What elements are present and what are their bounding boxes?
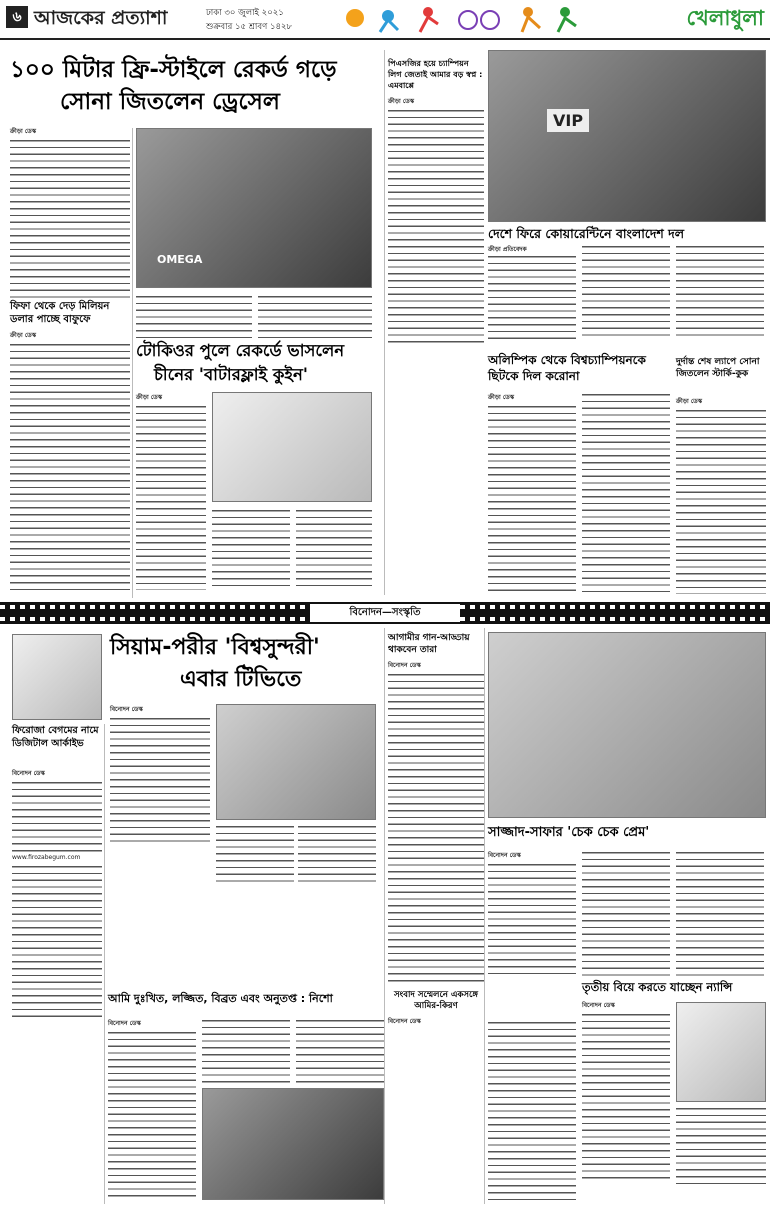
firoza-body-b xyxy=(12,864,102,1020)
press-headline: সংবাদ সম্মেলনে একসঙ্গে আমির-কিরণ xyxy=(393,990,479,1011)
section-title: খেলাধুলা xyxy=(686,6,764,30)
nisho-photo xyxy=(202,1088,384,1200)
covid-body-col1 xyxy=(488,404,576,592)
nisho-headline: আমি দুঃখিত, লজ্জিত, বিব্রত এবং অনুতপ্ত : নিশো xyxy=(108,992,333,1005)
lead-body-col1 xyxy=(10,138,130,300)
sajjad-body-col3 xyxy=(676,850,764,976)
nancy-photo xyxy=(676,1002,766,1102)
press-story xyxy=(388,990,484,1090)
vip-sign: VIP xyxy=(547,109,589,132)
team-return-body-col3 xyxy=(676,244,764,340)
butterfly-photo xyxy=(212,392,372,502)
lead-photo-logo: OMEGA xyxy=(157,253,203,266)
sajjad-photo xyxy=(488,632,766,818)
press-byline: বিনোদন ডেস্ক xyxy=(388,1018,421,1025)
starky-body xyxy=(676,408,766,594)
lead-byline: ক্রীড়া ডেস্ক xyxy=(10,128,37,135)
starky-headline: দুর্দান্ত শেষ ল্যাপে সোনা জিতলেন স্টার্কি-কুক xyxy=(676,357,760,379)
sports-icons-strip xyxy=(340,2,600,34)
sajjad-byline: বিনোদন ডেস্ক xyxy=(488,852,521,859)
nisho-body-col3 xyxy=(296,1018,384,1084)
fifa-headline: ফিফা থেকে দেড় মিলিয়ন ডলার পাচ্ছে বাফুফে xyxy=(10,301,110,325)
lead-headline-2: সোনা জিতলেন ড্রেসেল xyxy=(60,89,280,115)
starky-story xyxy=(676,356,766,596)
nisho-body-col2 xyxy=(202,1018,290,1084)
nisho-story xyxy=(108,990,384,1206)
firoza-headline: ফিরোজা বেগমের নামে ডিজিটাল আর্কাইভ xyxy=(12,725,99,749)
butterfly-body-col2 xyxy=(212,508,290,590)
mbappe-story xyxy=(388,58,484,358)
nancy-byline: বিনোদন ডেস্ক xyxy=(582,1002,615,1009)
siam-headline-2: এবার টিভিতে xyxy=(180,667,302,692)
siam-body-col2 xyxy=(216,824,294,886)
butterfly-body-col1 xyxy=(136,404,206,590)
siam-photo xyxy=(216,704,376,820)
siam-body-col1 xyxy=(110,716,210,846)
mbappe-body xyxy=(388,108,484,348)
siam-byline: বিনোদন ডেস্ক xyxy=(110,706,143,713)
nancy-headline: তৃতীয় বিয়ে করতে যাচ্ছেন ন্যান্সি xyxy=(582,980,733,994)
covid-headline: অলিম্পিক থেকে বিশ্বচ্যাম্পিয়নকে ছিটকে দিল করোনা xyxy=(488,353,646,383)
butterfly-headline-1: টোকিওর পুলে রেকর্ডে ভাসলেন xyxy=(136,341,345,360)
fifa-byline: ক্রীড়া ডেস্ক xyxy=(10,332,37,339)
firoza-byline: বিনোদন ডেস্ক xyxy=(12,770,45,777)
fifa-body xyxy=(10,342,130,590)
column-rule xyxy=(104,724,105,1204)
butterfly-body-col3 xyxy=(296,508,372,590)
song-story xyxy=(388,628,484,988)
song-byline: বিনোদন ডেস্ক xyxy=(388,662,421,669)
nancy-story xyxy=(582,980,766,1206)
team-return-photo xyxy=(488,50,766,222)
lead-headline-1: ১০০ মিটার ফ্রি-স্টাইলে রেকর্ড গড়ে xyxy=(10,57,337,83)
firoza-photo xyxy=(12,634,102,720)
lead-body-col2 xyxy=(136,294,252,340)
press-body xyxy=(488,1020,576,1204)
column-rule xyxy=(384,628,385,1204)
page-number: ৬ xyxy=(6,6,28,28)
sajjad-story xyxy=(488,628,766,868)
column-rule xyxy=(384,50,385,595)
siam-body-col3 xyxy=(298,824,376,886)
sports-figures-icon xyxy=(340,2,600,34)
firoza-body-a xyxy=(12,780,102,852)
covid-byline: ক্রীড়া ডেস্ক xyxy=(488,394,515,401)
team-return-body-col2 xyxy=(582,244,670,340)
song-headline: আগামীর গান-আড্ডায় থাকবেন তারা xyxy=(388,633,470,655)
nancy-body-col2 xyxy=(676,1106,766,1184)
column-rule xyxy=(484,628,485,1204)
team-return-body-col1 xyxy=(488,254,576,340)
masthead xyxy=(0,0,770,40)
nisho-body-col1 xyxy=(108,1030,196,1200)
mbappe-headline: পিএসজির হয়ে চ্যাম্পিয়ন লিগ জেতাই আমার বড় স্বপ্ন : এমবাপ্পে xyxy=(388,59,483,90)
fifa-story xyxy=(10,300,130,600)
siam-headline-1: সিয়াম-পরীর 'বিশ্বসুন্দরী' xyxy=(110,635,320,660)
starky-byline: ক্রীড়া ডেস্ক xyxy=(676,398,703,405)
team-return-headline: দেশে ফিরে কোয়ারেন্টিনে বাংলাদেশ দল xyxy=(488,226,685,241)
song-body xyxy=(388,672,484,982)
column-rule xyxy=(132,128,133,598)
sajjad-headline: সাজ্জাদ-সাফার 'চেক চেক প্রেম' xyxy=(488,825,650,840)
covid-story xyxy=(488,352,670,597)
paper-name: আজকের প্রত্যাশা xyxy=(34,7,168,29)
team-return-story xyxy=(488,50,766,346)
entertainment-banner xyxy=(0,602,770,624)
firoza-story xyxy=(12,724,102,1024)
butterfly-story xyxy=(136,340,380,595)
butterfly-byline: ক্রীড়া ডেস্ক xyxy=(136,394,163,401)
nancy-body-col1 xyxy=(582,1012,670,1184)
lead-photo xyxy=(136,128,372,288)
butterfly-headline-2: চীনের 'বাটারফ্লাই কুইন' xyxy=(154,365,308,384)
date-line-2: শুক্রবার ১৫ শ্রাবণ ১৪২৮ xyxy=(206,22,293,32)
sajjad-body-col2 xyxy=(582,850,670,976)
date-line-1: ঢাকা ৩০ জুলাই ২০২১ xyxy=(206,8,284,18)
firoza-url: www.firozabegum.com xyxy=(12,854,81,861)
sajjad-body-col1 xyxy=(488,862,576,976)
entertainment-section-label: বিনোদন—সংস্কৃতি xyxy=(310,604,460,622)
team-return-byline: ক্রীড়া প্রতিবেদক xyxy=(488,246,527,253)
covid-body-col2 xyxy=(582,392,670,592)
lead-body-col3 xyxy=(258,294,372,340)
nisho-byline: বিনোদন ডেস্ক xyxy=(108,1020,141,1027)
mbappe-byline: ক্রীড়া ডেস্ক xyxy=(388,98,415,105)
